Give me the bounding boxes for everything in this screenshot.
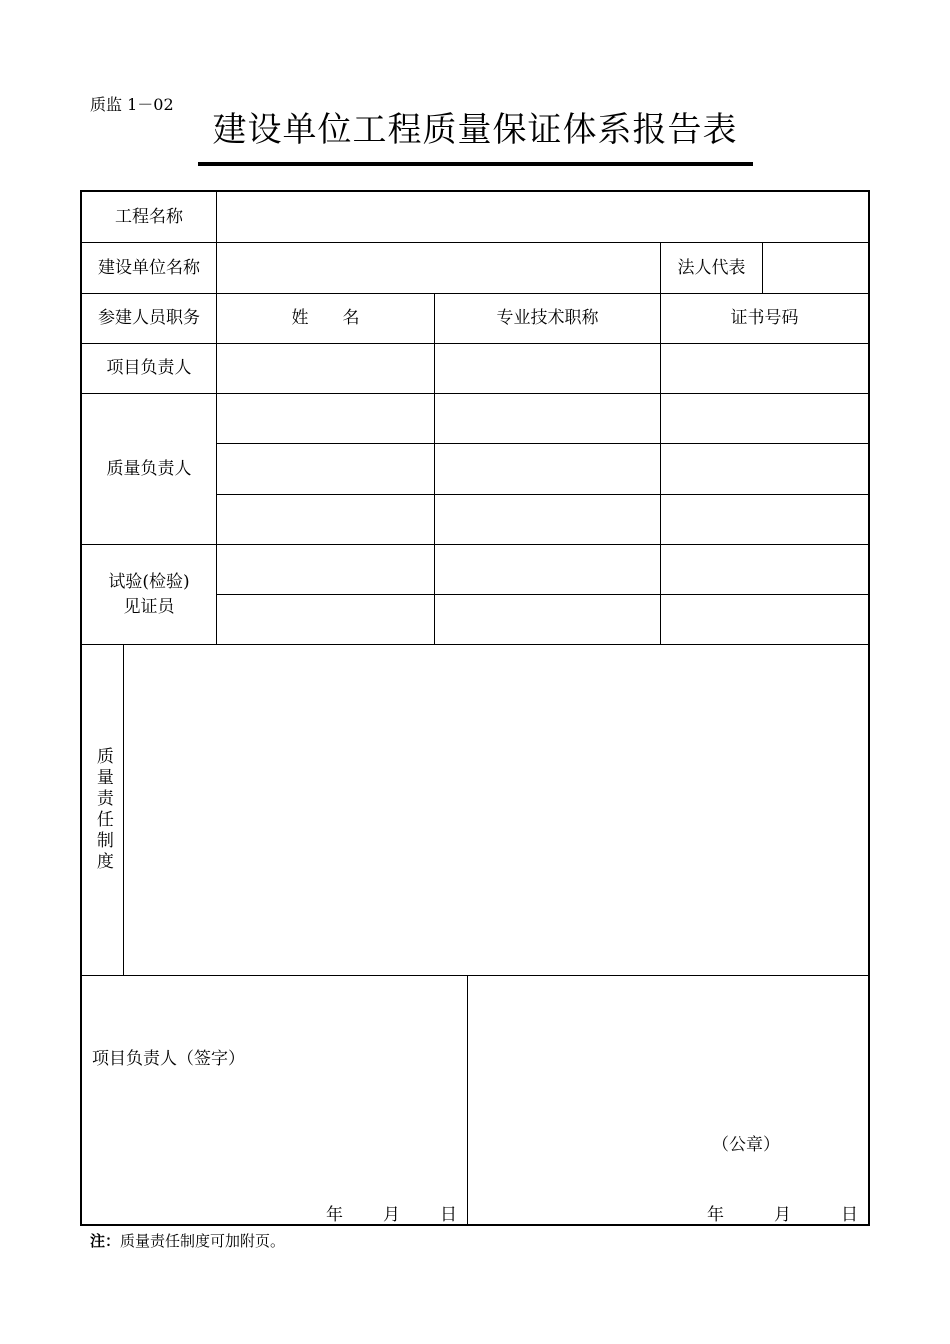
seal-date [707, 1200, 858, 1225]
date-month-label: 月 [774, 1205, 791, 1225]
date-day-label: 日 [841, 1205, 858, 1225]
project-name-field[interactable] [217, 192, 868, 242]
seal-field[interactable] [468, 976, 868, 1226]
project-lead-name-field[interactable] [217, 344, 434, 393]
footnote-prefix: 注： [90, 1232, 121, 1250]
signature-field[interactable] [82, 976, 467, 1226]
column-header-name: 姓 名 [291, 308, 360, 329]
date-year-label: 年 [707, 1205, 724, 1225]
project-lead-cert-field[interactable] [661, 344, 868, 393]
legal-rep-field[interactable] [763, 243, 868, 293]
role-project-lead: 项目负责人 [106, 358, 192, 379]
column-header-role: 参建人员职务 [98, 308, 200, 329]
role-quality-lead: 质量负责人 [106, 458, 192, 479]
quality-system-label-cell [82, 645, 123, 975]
page-title: 建设单位工程质量保证体系报告表 [212, 110, 738, 150]
row-divider [216, 443, 868, 444]
column-header-title: 专业技术职称 [496, 308, 599, 329]
form-code: 质监 1－02 [90, 95, 174, 114]
date-month-label: 月 [383, 1205, 400, 1225]
project-name-label: 工程名称 [115, 206, 183, 227]
role-witness: 试验(检验) 见证员 [108, 571, 190, 617]
title-underline [198, 162, 753, 166]
date-day-label: 日 [440, 1205, 457, 1225]
legal-rep-label: 法人代表 [677, 257, 746, 278]
quality-system-field[interactable] [124, 645, 868, 975]
signature-label: 项目负责人（签字） [92, 1049, 245, 1069]
row-divider [216, 494, 868, 495]
footnote [90, 1230, 285, 1251]
project-lead-title-field[interactable] [435, 344, 660, 393]
report-form [80, 190, 870, 1226]
quality-system-label: 质量责任制度 [92, 747, 113, 873]
footnote-text: 质量责任制度可加附页。 [120, 1232, 286, 1250]
date-year-label: 年 [326, 1205, 343, 1225]
signature-date [326, 1200, 457, 1225]
column-header-cert: 证书号码 [730, 308, 799, 329]
row-divider [216, 594, 868, 595]
owner-name-label: 建设单位名称 [98, 257, 200, 278]
seal-label: （公章） [712, 1135, 780, 1155]
owner-name-field[interactable] [217, 243, 660, 293]
